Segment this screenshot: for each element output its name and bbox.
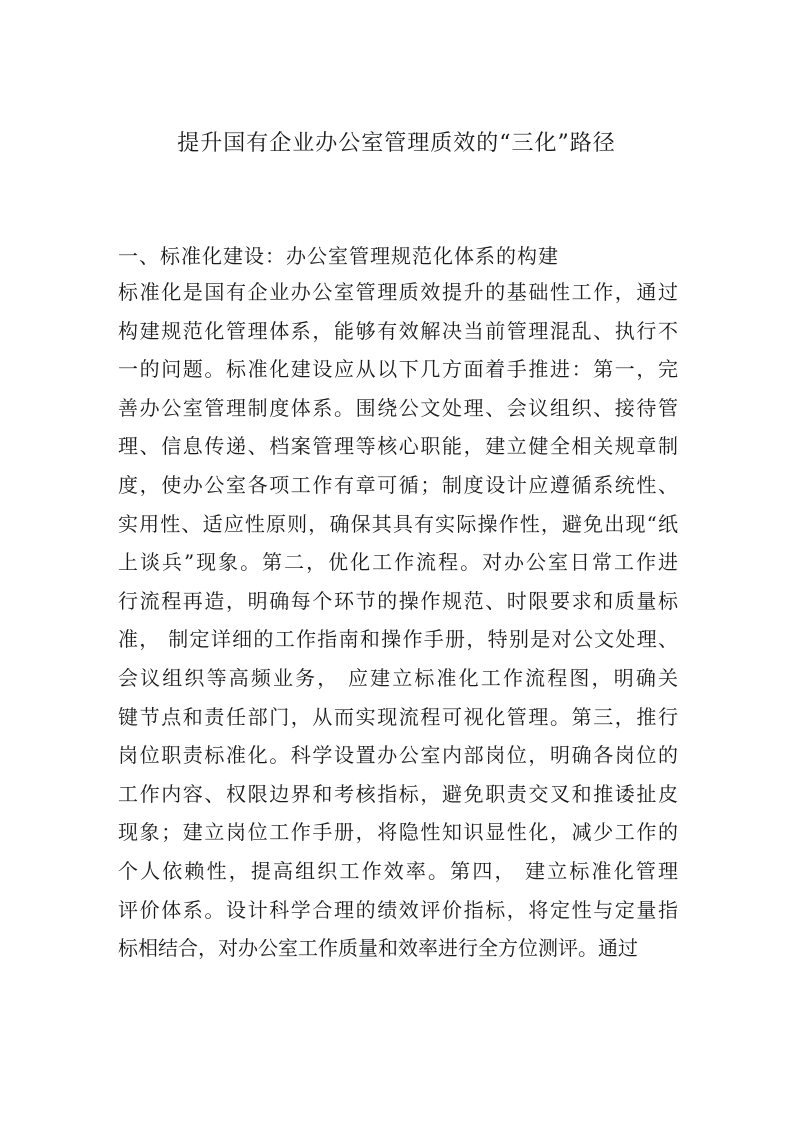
body-line: 个人依赖性，提高组织工作效率。第四， 建立标准化管理 bbox=[118, 858, 678, 883]
body-line: 会议组织等高频业务， 应建立标准化工作流程图，明确关 bbox=[118, 665, 678, 690]
body-line: 度，使办公室各项工作有章可循；制度设计应遵循系统性、 bbox=[118, 472, 678, 497]
body-line: 现象；建立岗位工作手册，将隐性知识显性化，减少工作的 bbox=[118, 820, 678, 845]
document-title: 提升国有企业办公室管理质效的“三化”路径 bbox=[177, 131, 616, 156]
body-line: 工作内容、权限边界和考核指标，避免职责交叉和推诿扯皮 bbox=[118, 781, 678, 806]
body-line: 行流程再造，明确每个环节的操作规范、时限要求和质量标 bbox=[118, 588, 678, 613]
body-line: 岗位职责标准化。科学设置办公室内部岗位，明确各岗位的 bbox=[118, 743, 678, 768]
body-line: 理、信息传递、档案管理等核心职能，建立健全相关规章制 bbox=[118, 434, 678, 459]
body-line: 评价体系。设计科学合理的绩效评价指标，将定性与定量指 bbox=[118, 897, 678, 922]
body-line: 上谈兵”现象。第二，优化工作流程。对办公室日常工作进 bbox=[118, 550, 678, 575]
body-line: 构建规范化管理体系，能够有效解决当前管理混乱、执行不 bbox=[118, 318, 678, 343]
body-line: 准， 制定详细的工作指南和操作手册，特别是对公文处理、 bbox=[118, 627, 678, 652]
body-line: 实用性、适应性原则，确保其具有实际操作性，避免出现“纸 bbox=[118, 511, 678, 536]
body-line: 善办公室管理制度体系。围绕公文处理、会议组织、接待管 bbox=[118, 395, 678, 420]
body-line: 标准化是国有企业办公室管理质效提升的基础性工作，通过 bbox=[118, 280, 678, 304]
body-line: 一的问题。标准化建设应从以下几方面着手推进：第一，完 bbox=[118, 357, 678, 382]
body-paragraph bbox=[118, 273, 678, 968]
section-heading: 一、标准化建设：办公室管理规范化体系的构建 bbox=[118, 244, 559, 268]
body-line: 键节点和责任部门，从而实现流程可视化管理。第三，推行 bbox=[118, 704, 678, 729]
body-line: 标相结合，对办公室工作质量和效率进行全方位测评。通过 bbox=[118, 936, 638, 961]
